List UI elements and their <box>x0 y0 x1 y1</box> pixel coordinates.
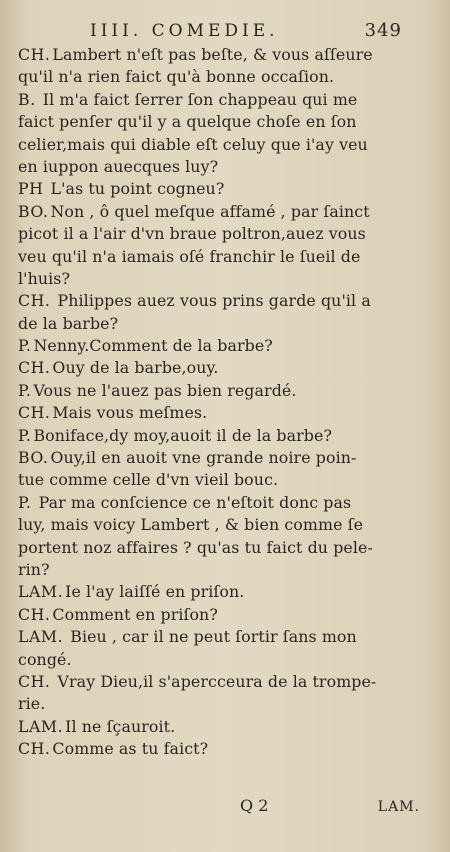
line-text: en iuppon auecques luy? <box>18 156 219 176</box>
speaker-label: CH. <box>18 45 51 64</box>
speaker-label: CH. <box>18 291 51 311</box>
line-text: portent noz affaires ? qu'as tu faict du pele- <box>18 537 373 557</box>
text-line <box>18 492 430 514</box>
text-line <box>18 626 430 648</box>
speaker-label: CH. <box>18 671 51 691</box>
line-text: Mais vous meſmes. <box>52 403 208 423</box>
speaker-label: LAM. <box>18 627 64 647</box>
text-line <box>18 402 430 424</box>
line-text: Boniface,dy moy,auoit il de la barbe? <box>33 425 333 445</box>
text-line <box>18 559 430 581</box>
text-line <box>18 89 430 111</box>
text-line <box>18 514 430 536</box>
text-line <box>18 537 430 559</box>
text-line <box>18 738 430 760</box>
speaker-label: P. <box>18 492 32 512</box>
line-text: Vray Dieu,il s'apercceura de la trompe- <box>52 671 377 691</box>
text-line <box>18 66 430 88</box>
line-text: Comme as tu faict? <box>52 739 209 759</box>
speaker-label: CH. <box>18 739 51 759</box>
signature-mark: Q 2 <box>240 796 269 815</box>
text-line <box>18 693 430 715</box>
line-text: celier,mais qui diable eſt celuy que i'ay veu <box>18 134 368 154</box>
text-line <box>18 380 430 402</box>
line-text: veu qu'il n'a iamais oſé franchir le ſueil de <box>18 246 361 266</box>
line-text: picot il a l'air d'vn braue poltron,auez vous <box>18 224 366 244</box>
running-header <box>90 20 402 41</box>
line-text: l'huis? <box>18 268 71 288</box>
dialogue-text <box>18 44 430 761</box>
speaker-label: CH. <box>18 604 51 624</box>
catchword: LAM. <box>377 799 420 815</box>
text-line <box>18 134 430 156</box>
text-line <box>18 447 430 469</box>
speaker-label: PH <box>18 179 44 199</box>
speaker-label: B. <box>18 89 36 109</box>
text-line <box>18 313 430 335</box>
speaker-label: CH. <box>18 403 51 423</box>
text-line <box>18 671 430 693</box>
speaker-label: CH. <box>18 358 51 378</box>
speaker-label: LAM. <box>18 582 64 602</box>
line-text: luy, mais voicy Lambert , & bien comme ſe <box>18 515 364 535</box>
line-text: Il ne ſçauroit. <box>65 716 176 736</box>
page-footer <box>240 796 420 815</box>
text-line <box>18 649 430 671</box>
line-text: de la barbe? <box>18 313 119 333</box>
running-title: IIII. COMEDIE. <box>90 21 279 41</box>
speaker-label: P. <box>18 336 32 356</box>
speaker-label: P. <box>18 380 32 400</box>
line-text: congé. <box>18 649 72 669</box>
line-text: Il m'a faict ſerrer ſon chappeau qui me <box>37 89 358 109</box>
text-line <box>18 469 430 491</box>
page-number: 349 <box>364 20 402 41</box>
line-text: Par ma conſcience ce n'eſtoit donc pas <box>33 492 352 512</box>
line-text: rin? <box>18 559 50 579</box>
speaker-label: BO. <box>18 201 49 221</box>
line-text: Nenny.Comment de la barbe? <box>33 336 273 356</box>
text-line <box>18 357 430 379</box>
line-text: Philippes auez vous prins garde qu'il a <box>52 291 371 311</box>
text-line <box>18 44 430 66</box>
text-line <box>18 111 430 133</box>
text-line <box>18 201 430 223</box>
speaker-label: LAM. <box>18 716 64 736</box>
text-line <box>18 223 430 245</box>
text-line <box>18 604 430 626</box>
line-text: Bieu , car il ne peut ſortir ſans mon <box>65 627 357 647</box>
line-text: Non , ô quel meſque affamé , par ſainct <box>50 201 370 221</box>
line-text: rie. <box>18 694 46 714</box>
text-line <box>18 156 430 178</box>
line-text: faict penſer qu'il y a quelque choſe en ſon <box>18 112 357 132</box>
speaker-label: P. <box>18 425 32 445</box>
line-text: L'as tu point cogneu? <box>45 179 225 199</box>
text-line <box>18 246 430 268</box>
text-line <box>18 425 430 447</box>
line-text: Lambert n'eſt pas beſte, & vous aſſeure <box>52 45 373 64</box>
speaker-label: BO. <box>18 448 49 468</box>
line-text: tue comme celle d'vn vieil bouc. <box>18 470 279 490</box>
text-line <box>18 581 430 603</box>
text-line <box>18 178 430 200</box>
text-line <box>18 290 430 312</box>
line-text: Ie l'ay laiſſé en priſon. <box>65 582 245 602</box>
line-text: Ouy,il en auoit vne grande noire poin- <box>50 448 357 468</box>
text-line <box>18 716 430 738</box>
line-text: Comment en priſon? <box>52 604 218 624</box>
line-text: Vous ne l'auez pas bien regardé. <box>33 380 297 400</box>
text-line <box>18 268 430 290</box>
text-line <box>18 335 430 357</box>
line-text: Ouy de la barbe,ouy. <box>52 358 219 378</box>
line-text: qu'il n'a rien faict qu'à bonne occaſion. <box>18 67 335 87</box>
